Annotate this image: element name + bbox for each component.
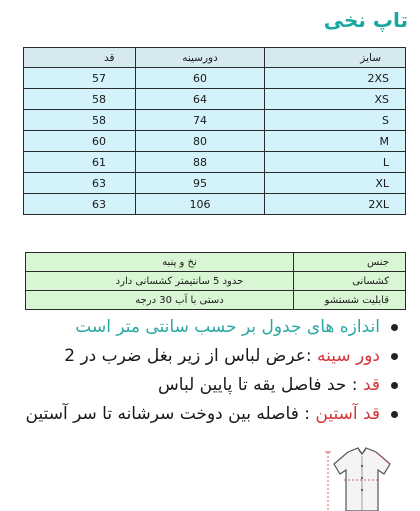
cell-size: L [265, 152, 406, 173]
list-item [20, 313, 400, 342]
measurement-notes [20, 313, 400, 429]
shirt-measurement-diagram-icon [318, 444, 402, 511]
bullet-icon [391, 382, 398, 389]
cell-size: 2XL [265, 194, 406, 215]
table-row [26, 253, 406, 272]
cell-height: 60 [24, 131, 136, 152]
size-table [23, 47, 406, 215]
note-sleeve-desc: : فاصله بین دوخت سرشانه تا سر آستین [25, 404, 310, 424]
cell-height: 58 [24, 89, 136, 110]
cell-chest: 106 [136, 194, 265, 215]
bullet-icon [391, 324, 398, 331]
spec-key: قابلیت شستشو [294, 291, 406, 310]
note-intro: اندازه های جدول بر حسب سانتی متر است [75, 317, 380, 337]
cell-size: 2XS [265, 68, 406, 89]
table-row [24, 89, 406, 110]
spec-value: حدود 5 سانتیمتر کشسانی دارد [26, 272, 294, 291]
note-height-label: قد [362, 375, 380, 395]
list-item [20, 400, 400, 429]
cell-chest: 88 [136, 152, 265, 173]
cell-height: 63 [24, 173, 136, 194]
header-chest: دورسینه [136, 48, 265, 68]
cell-chest: 80 [136, 131, 265, 152]
cell-chest: 95 [136, 173, 265, 194]
spec-value: نخ و پنبه [26, 253, 294, 272]
page-title: تاپ نخی [323, 8, 408, 32]
table-row [26, 272, 406, 291]
note-height-desc: : حد فاصل یقه تا پایین لباس [158, 375, 358, 395]
cell-height: 61 [24, 152, 136, 173]
cell-chest: 60 [136, 68, 265, 89]
cell-height: 58 [24, 110, 136, 131]
spec-key: جنس [294, 253, 406, 272]
cell-size: XL [265, 173, 406, 194]
table-row [24, 152, 406, 173]
cell-size: S [265, 110, 406, 131]
table-row [24, 194, 406, 215]
header-size: سایز [265, 48, 406, 68]
table-row [24, 110, 406, 131]
cell-height: 63 [24, 194, 136, 215]
note-sleeve-label: قد آستین [315, 404, 380, 424]
list-item [20, 342, 400, 371]
spec-key: کشسانی [294, 272, 406, 291]
bullet-icon [391, 411, 398, 418]
list-item [20, 371, 400, 400]
size-table-header [24, 48, 406, 68]
cell-chest: 74 [136, 110, 265, 131]
header-height: قد [24, 48, 136, 68]
table-row [24, 173, 406, 194]
table-row [24, 68, 406, 89]
cell-chest: 64 [136, 89, 265, 110]
note-chest-label: دور سینه [316, 346, 380, 366]
cell-size: XS [265, 89, 406, 110]
spec-table [25, 252, 406, 310]
spec-value: دستی با آب 30 درجه [26, 291, 294, 310]
bullet-icon [391, 353, 398, 360]
table-row [26, 291, 406, 310]
note-chest-desc: :عرض لباس از زیر بغل ضرب در 2 [64, 346, 312, 366]
table-row [24, 131, 406, 152]
cell-height: 57 [24, 68, 136, 89]
cell-size: M [265, 131, 406, 152]
